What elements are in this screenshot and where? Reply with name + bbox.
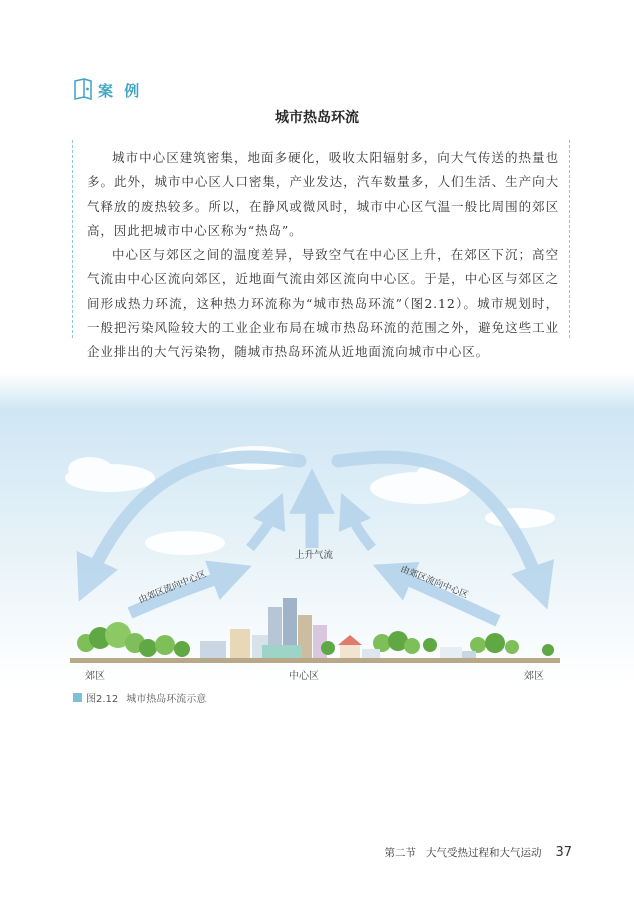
footer-chapter-title: 大气受热过程和大气运动 [425, 847, 542, 859]
case-label: 案 例 [98, 82, 143, 100]
case-book-icon [73, 78, 93, 100]
paragraph-2: 中心区与郊区之间的温度差异，导致空气在中心区上升，在郊区下沉；高空气流由中心区流向郊区，近地面气流由郊区流向中心区。于是，中心区与郊区之间形成热力环流，这种热力环流称为“城市热岛环流”（图2.12）。城市规划时，一般把污染风险较大的工业企业布局在城市热岛环流的范围之外，避免这些工业企业排出的大气污染物，随城市热岛环流从近地面流向城市中心区。 [87, 247, 559, 360]
heat-island-diagram [0, 373, 634, 683]
footer-section: 第二节 [384, 847, 416, 859]
article-title: 城市热岛环流 [275, 110, 359, 126]
rising-label: 上升气流 [295, 550, 334, 561]
page-number: 37 [555, 845, 572, 860]
right-flow-label: 由郊区流向中心区 [398, 564, 470, 601]
page-footer [384, 845, 572, 860]
ground-strip [70, 658, 560, 663]
caption-marker [73, 693, 82, 702]
figure-caption [73, 690, 206, 705]
center-label: 中心区 [289, 671, 319, 682]
suburb-left-label: 郊区 [85, 671, 105, 682]
article-body [72, 140, 570, 360]
caption-text: 城市热岛环流示意 [126, 694, 207, 705]
paragraph-1: 城市中心区建筑密集，地面多硬化，吸收太阳辐射多，向大气传送的热量也多。此外，城市中心区人口密集，产业发达，汽车数量多，人们生活、生产向大气释放的废热较多。所以，在静风或微风时，城市中心区气温一般比周围的郊区高，因此把城市中心区称为“热岛”。 [87, 150, 559, 238]
caption-number: 图2.12 [86, 694, 119, 705]
diagram-svg [0, 373, 634, 683]
left-flow-label: 由郊区流向中心区 [137, 569, 208, 606]
suburb-right-label: 郊区 [524, 671, 544, 682]
